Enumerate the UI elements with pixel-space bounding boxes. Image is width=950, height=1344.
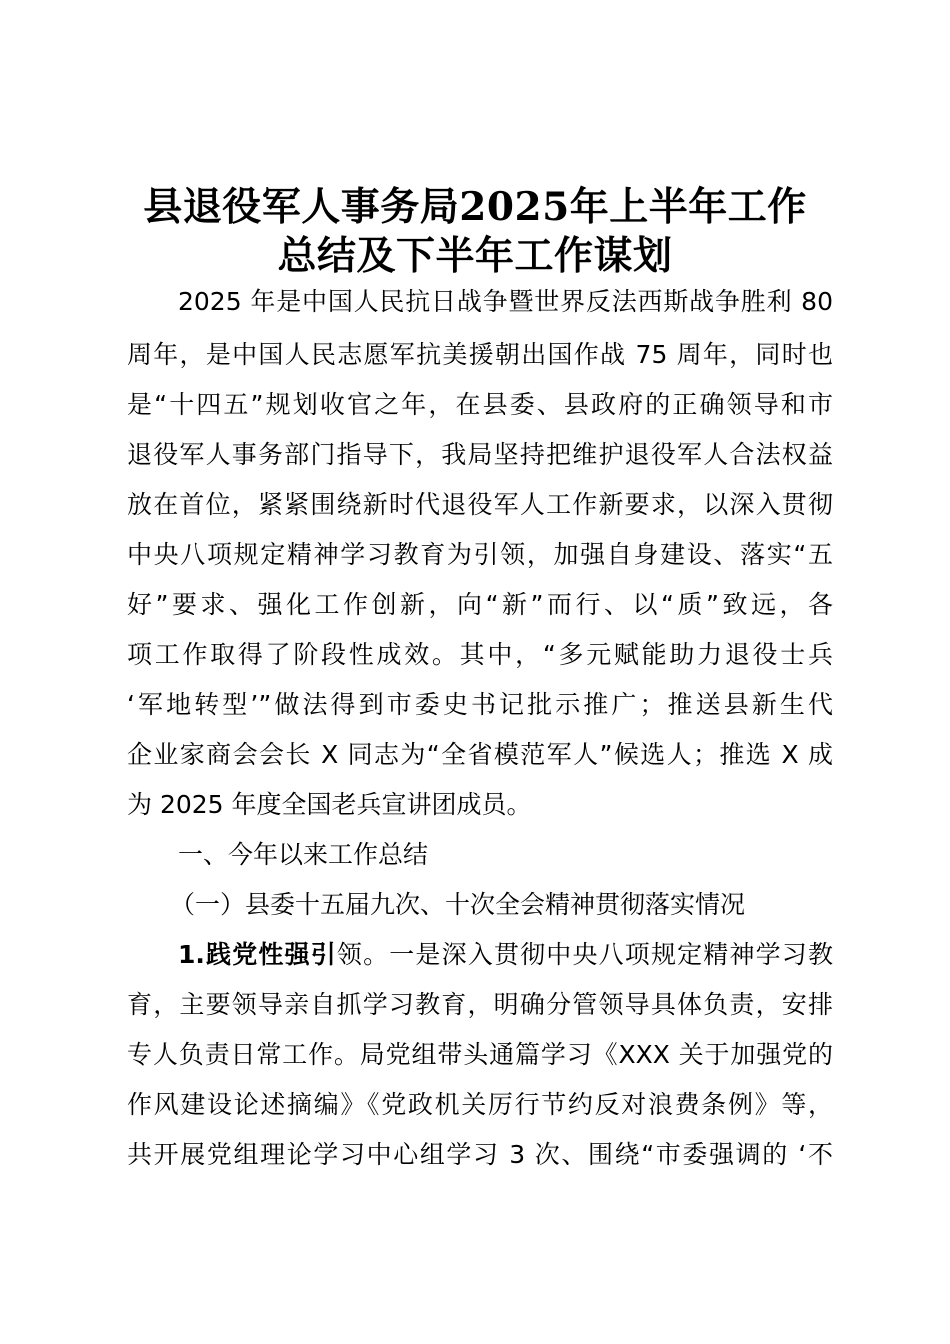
subsection-heading: （一）县委十五届九次、十次全会精神贯彻落实情况 [170, 890, 746, 919]
item-paragraph-text: 领。一是深入贯彻中央八项规定精神学习教 [336, 940, 833, 969]
intro-paragraph-line: 好”要求、强化工作创新，向“新”而行、以“质”致远，各 [127, 590, 833, 619]
item-paragraph-first-line [178, 939, 833, 971]
item-paragraph-line: 共开展党组理论学习中心组学习 3 次、围绕“市委强调的 ‘不 [127, 1140, 833, 1169]
item-paragraph-line: 育，主要领导亲自抓学习教育，明确分管领导具体负责，安排 [127, 990, 833, 1019]
intro-paragraph-line: 周年，是中国人民志愿军抗美援朝出国作战 75 周年，同时也 [127, 340, 833, 369]
document-title-line-1: 县退役军人事务局2025年上半年工作 [143, 184, 807, 230]
intro-paragraph-line: 退役军人事务部门指导下，我局坚持把维护退役军人合法权益 [127, 440, 833, 469]
intro-paragraph-line: 中央八项规定精神学习教育为引领，加强自身建设、落实“五 [127, 540, 833, 569]
intro-paragraph-line: 项工作取得了阶段性成效。其中，“多元赋能助力退役士兵 [127, 640, 833, 669]
intro-paragraph-line: 2025 年是中国人民抗日战争暨世界反法西斯战争胜利 80 [178, 287, 833, 316]
intro-paragraph-line: 企业家商会会长 X 同志为“全省模范军人”候选人；推选 X 成 [127, 740, 833, 769]
intro-paragraph-line: 是“十四五”规划收官之年，在县委、县政府的正确领导和市 [127, 390, 833, 419]
section-heading: 一、今年以来工作总结 [178, 840, 429, 869]
item-heading-bold: 1.践党性强引 [178, 940, 337, 969]
item-paragraph-line: 作风建设论述摘编》《党政机关厉行节约反对浪费条例》等， [127, 1090, 833, 1119]
intro-paragraph-line: 放在首位，紧紧围绕新时代退役军人工作新要求，以深入贯彻 [127, 490, 833, 519]
intro-paragraph-line: 为 2025 年度全国老兵宣讲团成员。 [127, 790, 532, 819]
item-paragraph-line: 专人负责日常工作。局党组带头通篇学习《XXX 关于加强党的 [127, 1040, 833, 1069]
intro-paragraph-line: ‘军地转型’”做法得到市委史书记批示推广；推送县新生代 [127, 690, 833, 719]
document-title-line-2: 总结及下半年工作谋划 [277, 233, 673, 279]
